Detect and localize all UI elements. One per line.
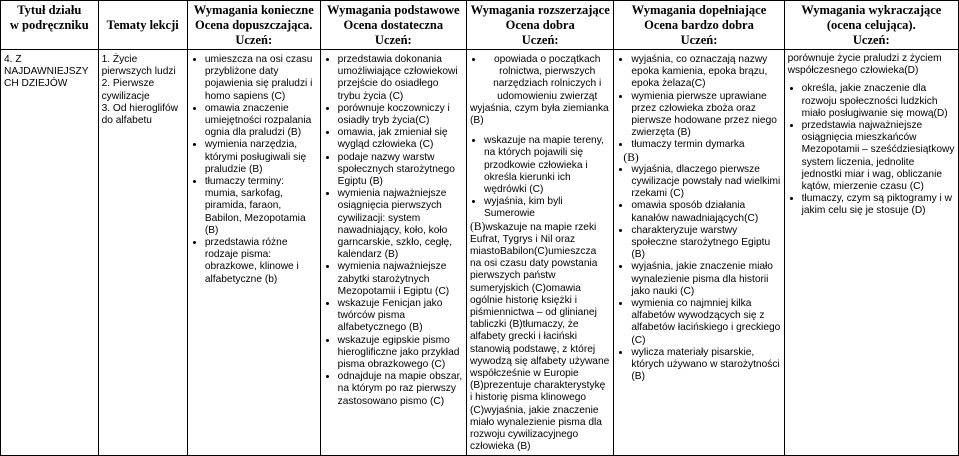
list-item: • wskazuje na mapie tereny, na których pojawili się przodkowie człowieka i określa kierunki ich wędrówki (C) bbox=[484, 135, 610, 196]
header-basic: Wymagania podstawowe Ocena dostateczna Uczeń: bbox=[320, 1, 466, 50]
header-section: Tytuł działu w podręczniku bbox=[1, 1, 99, 50]
list-item: • wyjaśnia, kim byli Sumerowie bbox=[484, 196, 610, 220]
grade-mark: (B) bbox=[470, 220, 486, 233]
list-item: • przedstawia różne rodzaje pisma: obrazkowe, klinowe i alfabetyczne (b) bbox=[205, 237, 317, 286]
list-item-continuation: (B)wskazuje na mapie rzeki Eufrat, Tygrys i Nil oraz miastoBabilon(C)umieszcza na osi czasu daty powstania pierwszych państw sumeryjskich (C)omawia ogólnie historię księżki i piśmiennictwa – od glinianej tabliczki (B)tłumaczy, że alfabety grecki i łaciński stanowią podstawę, z której wywodzą się alfabety używane współcześnie w Europie (B)prezentuje charakterystykę i historię pisma klinowego (C)wyjaśnia, jakie znaczenie miało wynalezienie pisma dla rozwoju cywilizacyjnego człowieka (B) bbox=[470, 220, 610, 453]
exceeding-cell bbox=[784, 50, 958, 456]
list-item: • wymienia co najmniej kilka alfabetów wywodzących się z alfabetów łacińskiego i greckiego (C) bbox=[631, 298, 780, 347]
intro-text: porównuje życie praludzi z życiem współczesnego człowieka(D) bbox=[787, 53, 942, 77]
header-complementary: Wymagania dopełniające Ocena bardzo dobra Uczeń: bbox=[614, 1, 784, 50]
topic-item: 3. Od hieroglifów do alfabetu bbox=[101, 102, 179, 127]
extended-cell bbox=[467, 50, 614, 456]
list-item: • odnajduje na mapie obszar, na którym po raz pierwszy zastosowano pismo (C) bbox=[338, 371, 463, 408]
list-item: • wyjaśnia, co oznaczają nazwy epoka kamienia, epoka brązu, epoka żelaza(C) bbox=[631, 54, 780, 91]
list-item: • określa, jakie znaczenie dla rozwoju społeczności ludzkich miało posługiwanie się mową(D) bbox=[802, 83, 955, 120]
list-item: • omawia sposób działania kanałów nawadniających(C) bbox=[631, 200, 780, 224]
topic-item: 1. Życie pierwszych ludzi bbox=[101, 54, 176, 78]
list-item: • tłumaczy termin dymarka bbox=[631, 139, 780, 151]
list-item: • przedstawia najważniejsze osiągnięcia mieszkańców Mezopotamii – sześćdziesiątkowy system liczenia, jednolite jednostki miar i wag, obliczanie kątów, mierzenie czasu (C) bbox=[802, 120, 955, 193]
topics-cell bbox=[98, 50, 187, 456]
topic-item: 2. Pierwsze cywilizacje bbox=[101, 78, 155, 102]
list-item: • omawia, jak zmieniał się wygląd człowieka (C) bbox=[338, 127, 463, 151]
list-item: • opowiada o początkach rolnictwa, pierwszych narzędziach rolniczych i udomowieniu zwierząt bbox=[484, 54, 610, 103]
header-exceeding: Wymagania wykraczające (ocena celująca). Uczeń: bbox=[784, 1, 958, 50]
list-item: • wymienia pierwsze uprawiane przez człowieka zboża oraz pierwsze hodowane przez niego zwierzęta (B) bbox=[631, 91, 780, 140]
section-cell bbox=[1, 50, 99, 456]
required-cell bbox=[187, 50, 320, 456]
list-item: • przedstawia dokonania umożliwiające człowiekowi przejście do osiadłego trybu życia (C) bbox=[338, 54, 463, 103]
grade-mark: (B) bbox=[623, 151, 639, 164]
list-item: • charakteryzuje warstwy społeczne starożytnego Egiptu (B) bbox=[631, 225, 780, 262]
list-item: • porównuje koczowniczy i osiadły tryb życia(C) bbox=[338, 103, 463, 127]
list-item: • wymienia najważniejsze zabytki starożytnych Mezopotamii i Egiptu (C) bbox=[338, 261, 463, 298]
section-title: 4. Z NAJDAWNIEJSZY CH DZIEJÓW bbox=[4, 54, 89, 90]
header-topics: Tematy lekcji bbox=[98, 1, 187, 50]
list-item: • omawia znaczenie umiejętności rozpalania ognia dla praludzi (B) bbox=[205, 103, 317, 140]
list-item: • tłumaczy, czym są piktogramy i w jakim celu się je stosuje (D) bbox=[802, 193, 955, 217]
header-required: Wymagania konieczne Ocena dopuszczająca. Uczeń: bbox=[187, 1, 320, 50]
basic-cell bbox=[320, 50, 466, 456]
list-item: • wyjaśnia, dlaczego pierwsze cywilizacje powstały nad wielkimi rzekami (C) bbox=[631, 164, 780, 201]
list-item: • wylicza materiały pisarskie, których używano w starożytności (B) bbox=[631, 347, 780, 384]
list-item: • umieszcza na osi czasu przybliżone daty pojawienia się praludzi i homo sapiens (C) bbox=[205, 54, 317, 103]
list-item-continuation: wyjaśnia, czym była ziemianka (B) bbox=[470, 102, 609, 127]
list-item: • wymienia najważniejsze osiągnięcia pierwszych cywilizacji: system nawadniający, koło, koło garncarskie, szkło, cegłę, kalendarz (B) bbox=[338, 188, 463, 261]
complementary-cell bbox=[614, 50, 784, 456]
list-item: • wymienia narzędzia, którymi posługiwali się praludzie (B) bbox=[205, 139, 317, 176]
content-row bbox=[1, 50, 959, 456]
list-item: • wskazuje egipskie pismo hieroglificzne jako przykład pisma obrazkowego (C) bbox=[338, 335, 463, 372]
list-item: • podaje nazwy warstw społecznych starożytnego Egiptu (B) bbox=[338, 152, 463, 189]
list-item: • tłumaczy terminy: mumia, sarkofag, piramida, faraon, Babilon, Mezopotamia (B) bbox=[205, 176, 317, 237]
list-item: • wyjaśnia, jakie znaczenie miało wynalezienie pisma dla historii jako nauki (C) bbox=[631, 261, 780, 298]
header-row bbox=[1, 1, 959, 50]
list-item: • wskazuje Fenicjan jako twórców pisma alfabetycznego (B) bbox=[338, 298, 463, 335]
header-extended: Wymagania rozszerzające Ocena dobra Uczeń: bbox=[467, 1, 614, 50]
